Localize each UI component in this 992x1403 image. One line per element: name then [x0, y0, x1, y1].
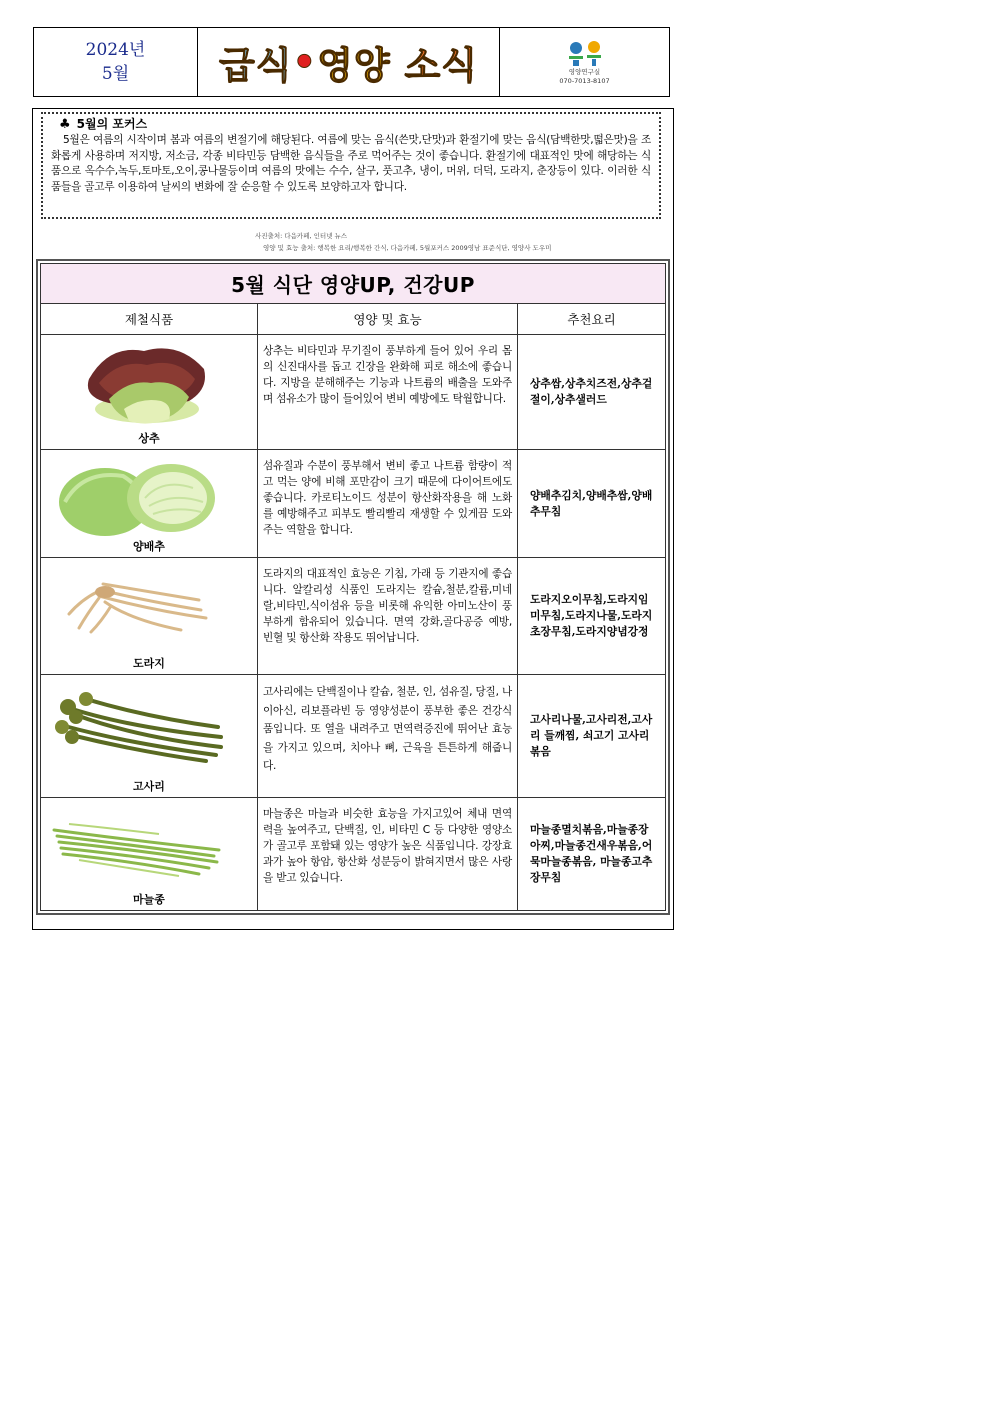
food-name: 고사리 — [133, 780, 165, 793]
publisher-name: 영양연구실 — [568, 68, 601, 76]
food-cell — [41, 798, 258, 910]
recommended-dishes: 마늘종멸치볶음,마늘종장아찌,마늘종건새우볶음,어묵마늘종볶음, 마늘종고추장무침 — [530, 823, 653, 884]
table-row — [41, 798, 665, 910]
photo-source: 사진출처: 다음카페, 인터넷 뉴스 — [255, 232, 348, 240]
newsletter-title — [198, 28, 500, 96]
header-nutrition: 영양 및 효능 — [258, 304, 518, 334]
recommended-dishes: 상추쌈,상추치즈전,상추겉절이,상추샐러드 — [530, 377, 653, 406]
food-cell — [41, 675, 258, 797]
title-part-2: • — [292, 40, 318, 84]
table-row — [41, 675, 665, 798]
food-description: 상추는 비타민과 무기질이 풍부하게 들어 있어 우리 몸의 신진대사를 돕고 긴장을 완화해 피로 해소에 좋습니다. 지방을 분해해주는 기능과 나트륨의 배출을 도와주며 섬유소가 많이 들어있어 변비 예방에도 탁월합니다. — [258, 335, 518, 449]
recommended-dishes: 고사리나물,고사리전,고사리 들깨찜, 쇠고기 고사리 볶음 — [530, 713, 653, 758]
header-recommended: 추천요리 — [567, 312, 616, 327]
title-part-1: 급식 — [219, 44, 293, 87]
bracken-image — [46, 687, 226, 767]
cabbage-image — [53, 458, 218, 538]
garlic-scape-image — [49, 810, 224, 880]
food-cell — [41, 558, 258, 674]
focus-body: 5월은 여름의 시작이며 봄과 여름의 변절기에 해당된다. 여름에 맞는 음식(쓴맛,단맛)과 환절기에 맞는 음식(담백한맛,떫은맛)을 조화롭게 사용하며 저지방, 저소금, 각종 비타민등 담백한 음식들을 주로 먹어주는 것이 좋습니다. 환절기에 대표적인 맛에 해당하는 식품으로 옥수수,녹두,토마토,오이,콩나물등이며 여름의 맛에는 수수, 살구, 풋고추, 냉이, 머위, 더덕, 도라지, 춘장등이 있다. 이러한 식품들을 골고루 이용하여 날씨의 변화에 잘 순응할 수 있도록 보양하고자 합니다. — [51, 134, 651, 193]
issue-date — [34, 28, 198, 96]
recommended-dishes: 양배추김치,양배추쌈,양배추무침 — [530, 488, 653, 518]
issue-month: 5월 — [101, 64, 130, 84]
seasonal-food-table — [40, 263, 666, 911]
table-header-row — [41, 304, 665, 335]
food-description: 고사리에는 단백질이나 칼슘, 철분, 인, 섬유질, 당질, 나이아신, 리보플라빈 등 영양성분이 풍부한 좋은 건강식품입니다. 또 열을 내려주고 면역력증진에 뛰어난 효능을 가지고 있으며, 치아나 뼈, 근육을 튼튼하게 해줍니다. — [258, 675, 518, 797]
main-content — [32, 108, 674, 930]
publisher-logo — [500, 28, 669, 96]
food-name: 상추 — [138, 432, 160, 445]
food-cell — [41, 335, 258, 449]
food-description: 도라지의 대표적인 효능은 기침, 가래 등 기관지에 좋습니다. 알칼리성 식품인 도라지는 칼슘,철분,칼륨,미네랄,비타민,식이섬유 등을 비롯해 유익한 아미노산이 풍부하게 함유되어 있습니다. 면역 강화,골다공증 예방, 빈혈 및 항산화 작용도 뛰어납니다. — [258, 558, 518, 674]
food-cell — [41, 450, 258, 557]
info-source: 영양 및 효능 출처: 행복한 요리/행복한 간식, 다음카페, 5월포커스 2009영남 표준식단, 영양사 도우미 — [263, 244, 552, 252]
club-suit-icon: ♣ — [59, 117, 71, 132]
food-name: 마늘종 — [133, 893, 165, 906]
issue-year: 2024년 — [85, 40, 146, 60]
table-title: 5월 식단 영양UP, 건강UP — [41, 264, 665, 304]
header-seasonal-food: 제철식품 — [41, 304, 258, 334]
food-description: 마늘종은 마늘과 비슷한 효능을 가지고있어 체내 면역력을 높여주고, 단백질, 인, 비타민 C 등 다양한 영양소가 골고루 포함돼 있는 영양가 높은 식품입니다. 강장효과가 높아 항암, 항산화 성분등이 밝혀지면서 많은 사랑을 받고 있습니다. — [258, 798, 518, 910]
newsletter-header — [33, 27, 670, 97]
seasonal-food-table-frame — [36, 259, 670, 915]
focus-heading — [51, 117, 651, 132]
monthly-focus-box — [41, 112, 661, 219]
school-emblem-icon — [563, 38, 607, 68]
food-name: 도라지 — [133, 657, 165, 670]
title-part-4: 소식 — [390, 44, 478, 87]
lettuce-image — [69, 339, 219, 431]
publisher-phone: 070-7013-8107 — [559, 77, 610, 85]
focus-title: 5월의 포커스 — [76, 117, 148, 131]
table-row — [41, 450, 665, 558]
title-part-3: 영양 — [317, 44, 391, 87]
table-row — [41, 335, 665, 450]
bellflower-root-image — [61, 570, 211, 640]
food-description: 섬유질과 수분이 풍부해서 변비 좋고 나트륨 함량이 적고 먹는 양에 비해 포만감이 크기 때문에 다이어트에도 좋습니다. 카로티노이드 성분이 항산화작용을 해 노화를 예방해주고 피부도 빨리빨리 재생할 수 있게끔 도와주는 역할을 합니다. — [258, 450, 518, 557]
recommended-dishes: 도라지오이무침,도라지임미무침,도라지나물,도라지초장무침,도라지양념강정 — [530, 593, 653, 638]
table-row — [41, 558, 665, 675]
food-name: 양배추 — [133, 540, 165, 553]
